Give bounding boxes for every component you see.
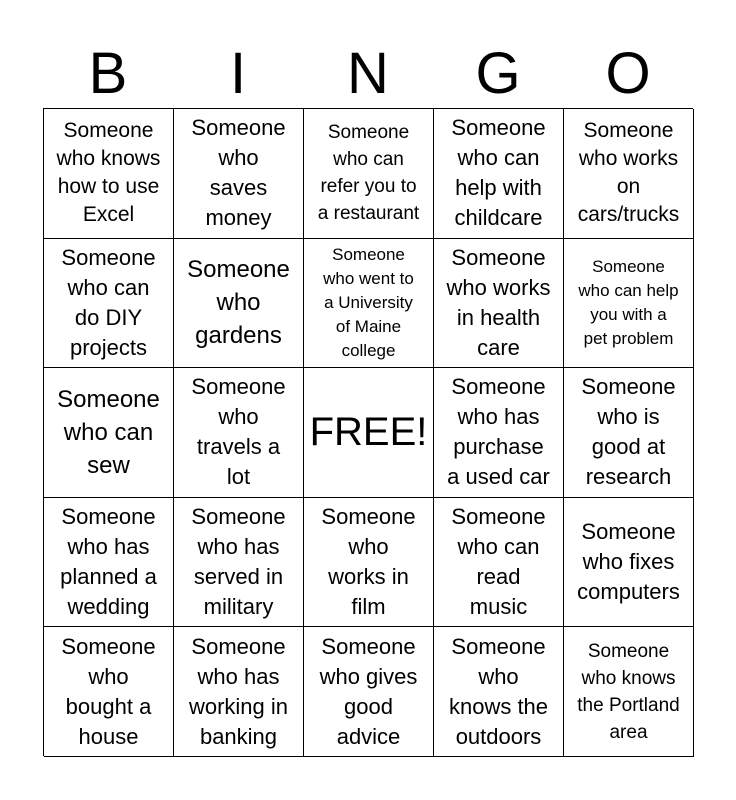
cell-text: Someone who works on cars/trucks	[577, 119, 680, 227]
bingo-cell[interactable]	[174, 498, 304, 628]
bingo-cell[interactable]	[434, 239, 564, 369]
bingo-cell[interactable]	[434, 627, 564, 757]
cell-text: Someone who travels a lot	[191, 374, 286, 490]
cell-text: Someone who can refer you to a restaurant	[317, 122, 420, 225]
bingo-cell[interactable]	[44, 627, 174, 757]
cell-text: Someone who has working in banking	[188, 633, 289, 749]
cell-text: Someone who saves money	[191, 115, 286, 231]
bingo-cell[interactable]	[434, 368, 564, 498]
bingo-cell[interactable]	[304, 627, 434, 757]
cell-text: Someone who gives good advice	[319, 633, 418, 749]
cell-text: Someone who can help with childcare	[451, 115, 546, 231]
cell-text: Someone who knows the Portland area	[577, 640, 680, 743]
bingo-cell[interactable]	[304, 239, 434, 369]
bingo-cell[interactable]	[434, 109, 564, 239]
bingo-cell[interactable]	[174, 627, 304, 757]
cell-text: Someone who can help you with a pet problem	[578, 256, 679, 348]
cell-text: Someone who gardens	[187, 256, 290, 350]
cell-text: Someone who works in film	[321, 504, 416, 620]
bingo-cell[interactable]	[564, 239, 694, 369]
free-space-cell[interactable]	[304, 368, 434, 498]
bingo-cell[interactable]	[174, 368, 304, 498]
bingo-cell[interactable]	[44, 498, 174, 628]
header-letter-n: N	[347, 41, 389, 106]
header-letter-o: O	[605, 41, 651, 106]
header-letter-i: I	[229, 41, 247, 106]
header-letter-b: B	[88, 41, 128, 106]
cell-text: Someone who fixes computers	[577, 519, 680, 605]
free-space-text: FREE!	[309, 410, 428, 455]
cell-text: Someone who knows how to use Excel	[56, 119, 161, 227]
bingo-cell[interactable]	[564, 627, 694, 757]
bingo-cell[interactable]	[44, 109, 174, 239]
bingo-cell[interactable]	[44, 239, 174, 369]
cell-text: Someone who has purchase a used car	[447, 374, 550, 490]
bingo-cell[interactable]	[564, 368, 694, 498]
cell-text: Someone who works in health care	[446, 244, 551, 360]
cell-text: Someone who went to a University of Maine college	[323, 244, 414, 360]
cell-text: Someone who can do DIY projects	[61, 244, 156, 360]
bingo-cell[interactable]	[564, 109, 694, 239]
header-letter-g: G	[475, 41, 521, 106]
bingo-cell[interactable]	[304, 109, 434, 239]
cell-text: Someone who is good at research	[581, 374, 676, 490]
bingo-cell[interactable]	[174, 109, 304, 239]
bingo-cell[interactable]	[304, 498, 434, 628]
bingo-cell[interactable]	[44, 368, 174, 498]
cell-text: Someone who has served in military	[191, 504, 286, 620]
bingo-grid	[43, 108, 693, 756]
cell-text: Someone who bought a house	[61, 633, 156, 749]
bingo-cell[interactable]	[564, 498, 694, 628]
cell-text: Someone who can read music	[451, 504, 546, 620]
cell-text: Someone who can sew	[57, 385, 160, 479]
cell-text: Someone who has planned a wedding	[60, 504, 157, 620]
cell-text: Someone who knows the outdoors	[448, 633, 549, 749]
bingo-header	[43, 40, 693, 108]
bingo-cell[interactable]	[434, 498, 564, 628]
bingo-cell[interactable]	[174, 239, 304, 369]
